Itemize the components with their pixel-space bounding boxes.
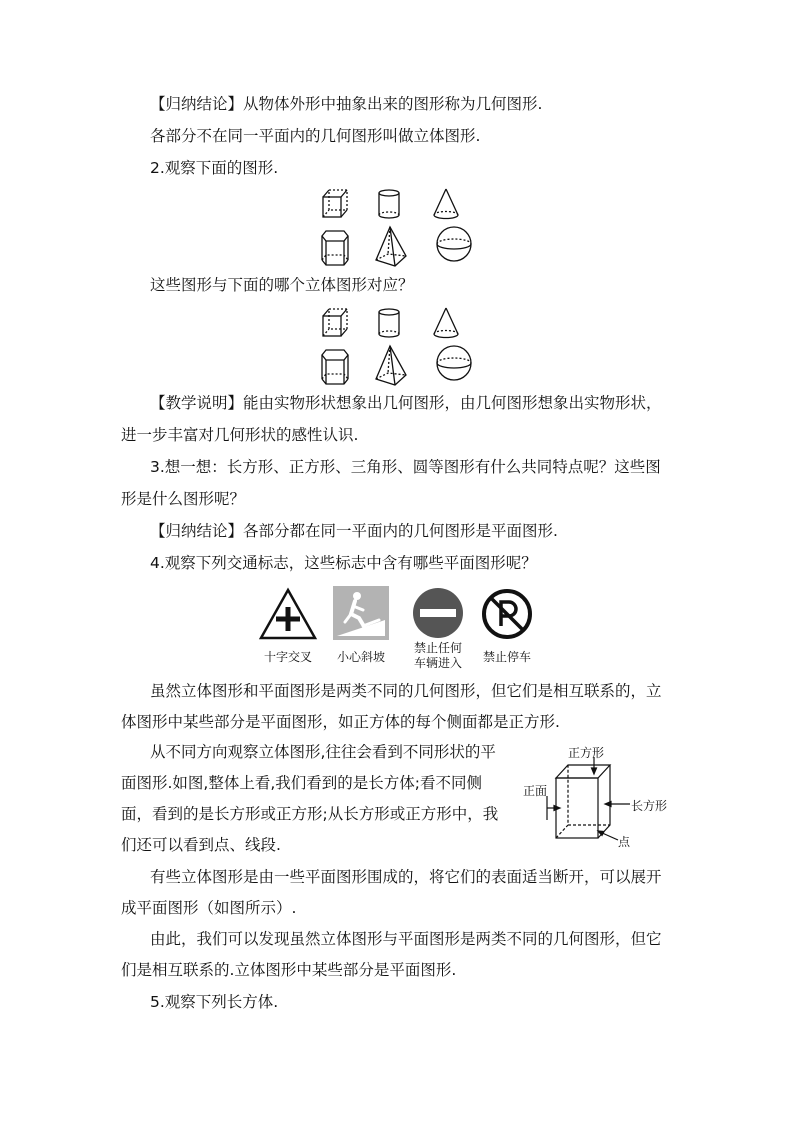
paragraph-observe-figures: 2.观察下面的图形.	[150, 159, 279, 177]
paragraph-teaching-note-line2: 进一步丰富对几何形状的感性认识.	[121, 426, 359, 444]
paragraph-unfold-line2: 成平面图形（如图所示）.	[121, 899, 297, 917]
cone-icon	[434, 308, 458, 338]
cone-icon	[434, 189, 458, 219]
paragraph-therefore-line2: 们是相互联系的.立体图形中某些部分是平面图形.	[121, 961, 457, 979]
sign-label-slope: 小心斜坡	[336, 650, 385, 664]
sphere-icon	[437, 227, 471, 261]
hexagonal-prism-icon	[322, 231, 348, 265]
paragraph-different-views-line1: 从不同方向观察立体图形,往往会看到不同形状的平	[150, 743, 496, 761]
sign-label-no-entry: 禁止任何 车辆进入	[413, 641, 462, 670]
paragraph-conclusion-geometric-figure: 【归纳结论】从物体外形中抽象出来的图形称为几何图形.	[150, 95, 543, 113]
cuboid-label-point: 点	[618, 835, 631, 849]
paragraph-different-views-line3: 面，看到的是长方形或正方形;从长方形或正方形中，我	[121, 805, 499, 823]
pyramid-icon	[376, 346, 406, 385]
solid-figures-group-2	[318, 302, 478, 387]
paragraph-unfold-line1: 有些立体图形是由一些平面图形围成的，将它们的表面适当断开，可以展开	[150, 868, 662, 886]
no-entry-icon	[411, 586, 465, 640]
paragraph-which-solid: 这些图形与下面的哪个立体图形对应？	[150, 276, 414, 294]
cylinder-icon	[379, 190, 399, 218]
paragraph-related-figures-line1: 虽然立体图形和平面图形是两类不同的几何图形，但它们是相互联系的，立	[150, 682, 662, 700]
sign-label-no-parking: 禁止停车	[482, 650, 531, 664]
cylinder-icon	[379, 309, 399, 337]
cuboid-label-square: 正方形	[568, 746, 605, 760]
sphere-icon	[437, 346, 471, 380]
paragraph-different-views-line2: 面图形.如图,整体上看,我们看到的是长方体;看不同侧	[121, 774, 483, 792]
paragraph-solid-figure-definition: 各部分不在同一平面内的几何图形叫做立体图形.	[150, 127, 481, 145]
cuboid-label-rectangle: 长方形	[631, 799, 668, 813]
paragraph-think-line1: 3.想一想：长方形、正方形、三角形、圆等图形有什么共同特点呢？这些图	[150, 458, 661, 476]
paragraph-think-line2: 形是什么图形呢？	[121, 490, 246, 508]
hexagonal-prism-icon	[322, 350, 348, 384]
crossroad-warning-icon	[258, 587, 318, 641]
no-parking-icon	[482, 589, 532, 639]
cube-icon	[323, 190, 347, 217]
paragraph-therefore-line1: 由此，我们可以发现虽然立体图形与平面图形是两类不同的几何图形，但它	[150, 930, 662, 948]
sign-label-crossroad: 十字交叉	[263, 650, 312, 664]
paragraph-related-figures-line2: 体图形中某些部分是平面图形，如正方体的每个侧面都是正方形.	[121, 713, 560, 731]
cuboid-label-front: 正面	[523, 784, 548, 798]
solid-figures-group-1	[318, 183, 478, 268]
paragraph-observe-cuboid: 5.观察下列长方体.	[150, 993, 279, 1011]
paragraph-observe-traffic-signs: 4.观察下列交通标志，这些标志中含有哪些平面图形呢？	[150, 554, 537, 572]
paragraph-plane-figure-definition: 【归纳结论】各部分都在同一平面内的几何图形是平面图形.	[150, 522, 558, 540]
slope-warning-icon	[333, 586, 389, 640]
paragraph-teaching-note-line1: 【教学说明】能由实物形状想象出几何图形，由几何图形想象出实物形状，	[150, 394, 662, 412]
pyramid-icon	[376, 227, 406, 266]
paragraph-different-views-line4: 们还可以看到点、线段.	[121, 836, 281, 854]
cube-icon	[323, 309, 347, 336]
